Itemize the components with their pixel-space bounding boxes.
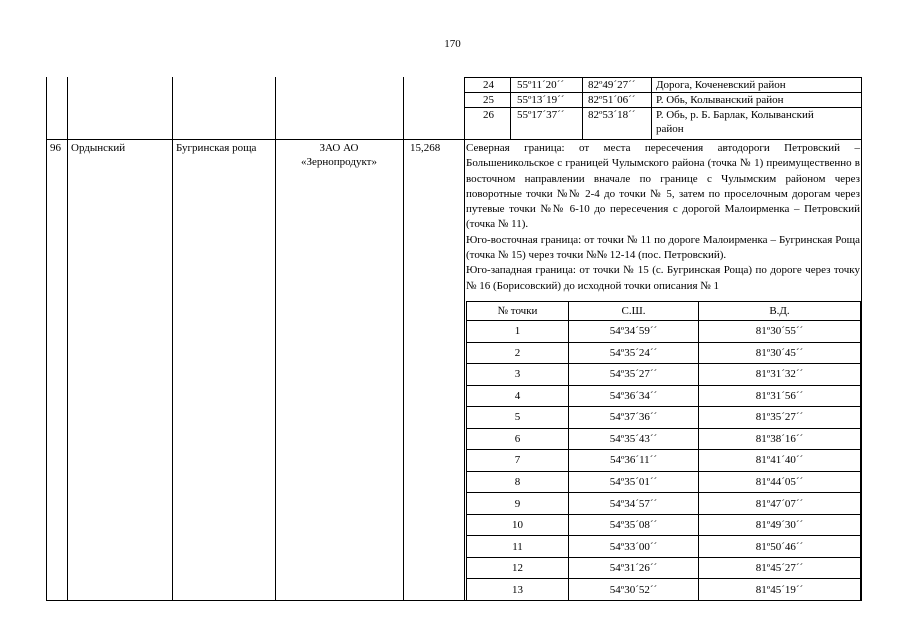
reserve-name: Бугринская роща xyxy=(176,142,257,154)
point-number: 2 xyxy=(467,342,569,364)
table-row xyxy=(467,407,861,429)
point-number: 11 xyxy=(467,536,569,558)
column-divider xyxy=(861,77,862,601)
area: 15,268 xyxy=(410,142,441,154)
latitude: 54º35´27´´ xyxy=(569,364,699,386)
latitude: 54º33´00´´ xyxy=(569,536,699,558)
table-row xyxy=(467,536,861,558)
column-header: С.Ш. xyxy=(569,302,699,321)
latitude: 54º34´57´´ xyxy=(569,493,699,515)
entry-number: 96 xyxy=(50,142,61,154)
longitude: 82º53´18´´ xyxy=(588,109,636,121)
point-number: 8 xyxy=(467,471,569,493)
column-divider xyxy=(582,77,583,139)
table-row xyxy=(467,321,861,343)
longitude: 81º41´40´´ xyxy=(699,450,861,472)
row-divider xyxy=(46,139,861,140)
table-row xyxy=(467,450,861,472)
point-number: 12 xyxy=(467,557,569,579)
point-number: 25 xyxy=(483,94,494,106)
table-row xyxy=(467,342,861,364)
column-divider xyxy=(510,77,511,139)
latitude: 54º34´59´´ xyxy=(569,321,699,343)
point-note: Р. Обь, Колыванский район xyxy=(656,94,784,106)
longitude: 81º30´45´´ xyxy=(699,342,861,364)
longitude: 81º45´27´´ xyxy=(699,557,861,579)
latitude: 54º35´08´´ xyxy=(569,514,699,536)
latitude: 54º30´52´´ xyxy=(569,579,699,601)
point-note: Дорога, Коченевский район xyxy=(656,79,786,91)
latitude: 54º36´34´´ xyxy=(569,385,699,407)
latitude: 54º35´43´´ xyxy=(569,428,699,450)
point-note: Р. Обь, р. Б. Барлак, Колыванский xyxy=(656,109,814,121)
longitude: 81º31´56´´ xyxy=(699,385,861,407)
boundary-description xyxy=(466,141,860,294)
longitude: 81º50´46´´ xyxy=(699,536,861,558)
table-header-row xyxy=(467,302,861,321)
latitude: 55º11´20´´ xyxy=(517,79,564,91)
table-row xyxy=(467,471,861,493)
longitude: 81º44´05´´ xyxy=(699,471,861,493)
latitude: 54º37´36´´ xyxy=(569,407,699,429)
table-row xyxy=(467,579,861,601)
column-divider xyxy=(172,77,173,601)
point-number: 9 xyxy=(467,493,569,515)
longitude: 81º38´16´´ xyxy=(699,428,861,450)
point-number: 5 xyxy=(467,407,569,429)
coordinates-table xyxy=(466,301,861,601)
latitude: 55º13´19´´ xyxy=(517,94,565,106)
point-number: 6 xyxy=(467,428,569,450)
latitude: 54º36´11´´ xyxy=(569,450,699,472)
point-number: 4 xyxy=(467,385,569,407)
point-number: 3 xyxy=(467,364,569,386)
column-header: № точки xyxy=(467,302,569,321)
table-row xyxy=(467,514,861,536)
longitude: 82º51´06´´ xyxy=(588,94,636,106)
table-row xyxy=(467,364,861,386)
table-row xyxy=(467,557,861,579)
latitude: 55º17´37´´ xyxy=(517,109,565,121)
longitude: 81º47´07´´ xyxy=(699,493,861,515)
longitude: 82º49´27´´ xyxy=(588,79,636,91)
table-row xyxy=(467,493,861,515)
column-divider xyxy=(464,77,465,601)
point-number: 1 xyxy=(467,321,569,343)
column-divider xyxy=(67,77,68,601)
point-number: 26 xyxy=(483,109,494,121)
point-note: район xyxy=(656,123,684,135)
point-number: 10 xyxy=(467,514,569,536)
longitude: 81º49´30´´ xyxy=(699,514,861,536)
table-row xyxy=(467,385,861,407)
column-divider xyxy=(403,77,404,601)
longitude: 81º30´55´´ xyxy=(699,321,861,343)
longitude: 81º35´27´´ xyxy=(699,407,861,429)
column-divider xyxy=(651,77,652,139)
description-paragraph: Юго-восточная граница: от точки № 11 по дороге Малоирменка – Бугринская Роща (точка № 15) через точки №№ 12-14 (пос. Петровский). xyxy=(466,233,860,262)
longitude: 81º45´19´´ xyxy=(699,579,861,601)
description-paragraph: Северная граница: от места пересечения автодороги Петровский – Большеникольское с границей Чулымского района (точка № 1) преимущественно в восточном направлении вначале по границе с Чулымским районом через поворотные точки №№ 2-4 до точки № 5, затем по проселочным дорогам через путевые точки №№ 6-10 до пересечения с дорогой Малоирменка – Петровский (точка № 11). xyxy=(466,142,860,231)
owner: ЗАО АО xyxy=(319,142,359,154)
page-number: 170 xyxy=(444,38,461,50)
longitude: 81º31´32´´ xyxy=(699,364,861,386)
latitude: 54º31´26´´ xyxy=(569,557,699,579)
owner: «Зернопродукт» xyxy=(301,156,377,168)
district: Ордынский xyxy=(71,142,126,154)
description-paragraph: Юго-западная граница: от точки № 15 (с. Бугринская Роща) по дороге через точку № 16 (Борисовский) до исходной точки описания № 1 xyxy=(466,264,860,292)
column-header: В.Д. xyxy=(699,302,861,321)
latitude: 54º35´24´´ xyxy=(569,342,699,364)
point-number: 24 xyxy=(483,79,494,91)
table-row xyxy=(467,428,861,450)
point-number: 13 xyxy=(467,579,569,601)
point-number: 7 xyxy=(467,450,569,472)
latitude: 54º35´01´´ xyxy=(569,471,699,493)
